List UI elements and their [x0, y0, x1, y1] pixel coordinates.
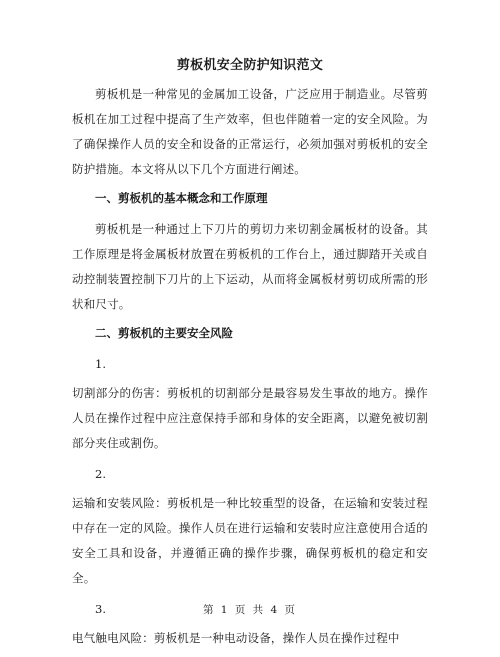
page-footer: 第 1 页 共 4 页 [202, 604, 298, 616]
list-item-text: 运输和安装风险：剪板机是一种比较重型的设备，在运输和安装过程中存在一定的风险。操作人员在进行运输和安装时应注意使用合适的安全工具和设备，并遵循正确的操作步骤，确保剪板机的稳定和安全。 [72, 496, 428, 585]
section-heading-2: 二、剪板机的主要安全风险 [95, 326, 233, 340]
document-content [72, 56, 428, 657]
section-heading-1: 一、剪板机的基本概念和工作原理 [95, 191, 268, 205]
list-item-number: 3. [95, 602, 106, 616]
document-title: 剪板机安全防护知识范文 [176, 58, 324, 73]
section-1-paragraph: 剪板机是一种通过上下刀片的剪切力来切割金属板材的设备。其工作原理是将金属板材放置在剪板机的工作台上，通过脚踏开关或自动控制装置控制下刀片的上下运动，从而将金属板材剪切成所需的形状和尺寸。 [72, 222, 428, 311]
intro-paragraph: 剪板机是一种常见的金属加工设备，广泛应用于制造业。尽管剪板机在加工过程中提高了生产效率，但也伴随着一定的安全风险。为了确保操作人员的安全和设备的正常运行，必须加强对剪板机的安全防护措施。本文将从以下几个方面进行阐述。 [72, 87, 428, 176]
list-item-number: 1. [95, 357, 106, 371]
list-item-number: 2. [95, 467, 106, 481]
list-item-text: 切割部分的伤害：剪板机的切割部分是最容易发生事故的地方。操作人员在操作过程中应注意保持手部和身体的安全距离，以避免被切割部分夹住或割伤。 [72, 386, 428, 450]
list-item-text: 电气触电风险：剪板机是一种电动设备，操作人员在操作过程中 [72, 631, 400, 645]
